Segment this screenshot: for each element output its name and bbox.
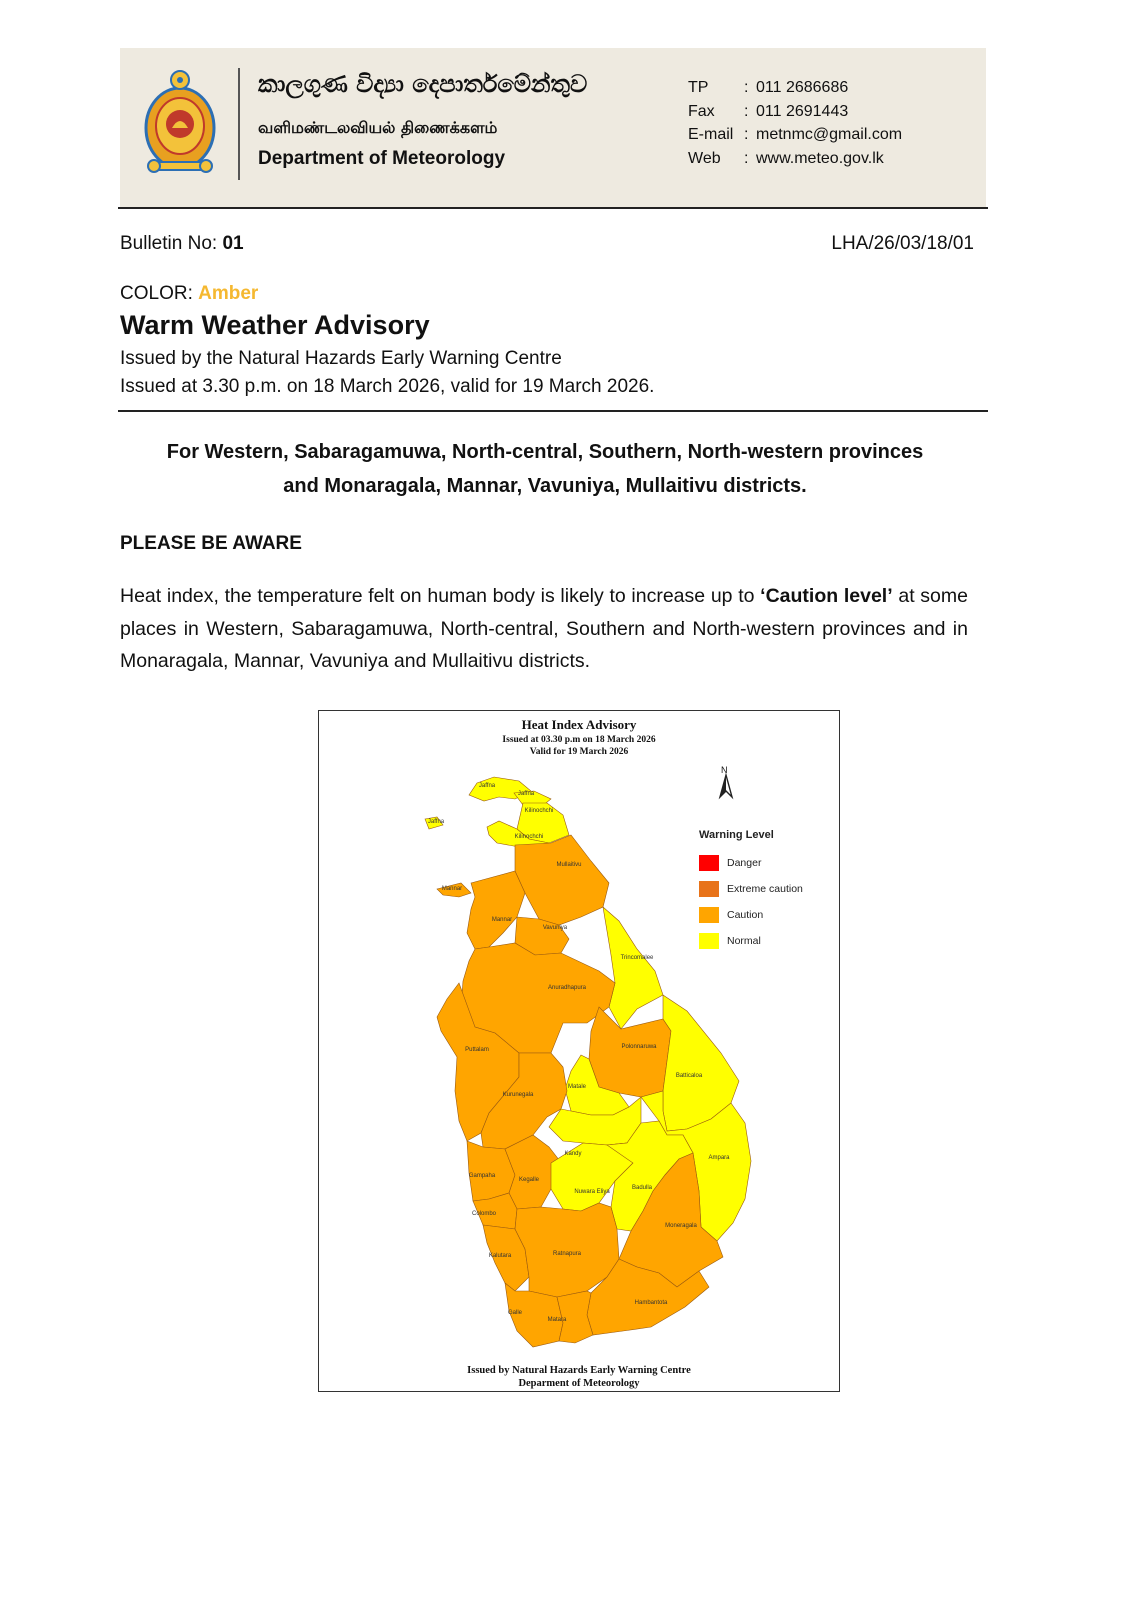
district-mullaitivu (515, 835, 609, 925)
district-label: Badulla (631, 1185, 653, 1191)
district-label: Moneragala (665, 1223, 697, 1229)
letterhead-divider (238, 68, 240, 180)
affected-areas-line: and Monaragala, Mannar, Vavuniya, Mullaitivu districts. (283, 475, 807, 497)
contact-row-tp (688, 76, 902, 100)
legend-label: Danger (727, 857, 762, 869)
reference-number: LHA/26/03/18/01 (831, 233, 974, 254)
contact-row-fax (688, 100, 902, 124)
sri-lanka-emblem-icon (142, 66, 218, 178)
org-name-sinhala: කාලගුණ විද්‍යා දෙපාර්තමේන්තුව (258, 70, 588, 98)
district-label: Kegalle (518, 1177, 540, 1183)
map-footer-department: Deparment of Meteorology (518, 1378, 640, 1389)
legend-label: Caution (727, 909, 764, 921)
district-label: Nuwara Eliya (574, 1189, 610, 1195)
header-rule (118, 207, 988, 209)
color-label: COLOR: (120, 283, 199, 304)
bulletin-number (120, 233, 244, 255)
district-label: Matara (547, 1317, 567, 1323)
district-trincomalee (603, 907, 663, 1029)
advisory-paragraph (120, 580, 968, 678)
district-label: Trincomalee (620, 955, 654, 961)
bulletin-label: Bulletin No: (120, 233, 223, 254)
contact-key: Fax (688, 102, 715, 120)
map-valid: Valid for 19 March 2026 (529, 747, 629, 757)
org-name-tamil: வளிமண்டலவியல் திணைக்களம் (258, 118, 498, 137)
legend-item-extreme-caution (699, 876, 803, 902)
district-label: Batticaloa (675, 1073, 703, 1079)
map-title: Heat Index Advisory (521, 717, 637, 732)
district-label: Vavuniya (542, 925, 568, 931)
contact-row-email (688, 123, 902, 147)
contact-separator: : (744, 79, 749, 96)
contact-block (688, 76, 902, 170)
affected-areas-line: For Western, Sabaragamuwa, North-central, Southern, North-western provinces (166, 441, 924, 463)
bulletin-number-value: 01 (222, 233, 244, 254)
north-arrow-icon (717, 765, 735, 801)
district-label: Gampaha (468, 1173, 496, 1179)
color-line (120, 283, 258, 305)
district-label: Mannar (441, 886, 463, 892)
district-label: Kandy (564, 1151, 582, 1157)
caution-level-emphasis: ‘Caution level’ (760, 585, 893, 607)
district-label: Ratnapura (552, 1251, 582, 1257)
legend-swatch-extreme-caution (699, 881, 719, 897)
district-label: Jaffna (517, 791, 535, 797)
sri-lanka-district-map (319, 711, 839, 1391)
map-footer-issuer: Issued by Natural Hazards Early Warning Centre (467, 1365, 691, 1376)
contact-separator: : (744, 102, 749, 120)
aware-heading: PLEASE BE AWARE (120, 533, 302, 554)
district-label: Kilinochchi (524, 808, 554, 814)
district-label: Ampara (708, 1155, 730, 1161)
district-label: Jaffna (478, 783, 496, 789)
legend-title: Warning Level (699, 829, 774, 841)
contact-key: TP (688, 79, 709, 96)
phone-number: 011 2686686 (756, 79, 849, 96)
district-label: Galle (507, 1310, 523, 1316)
district-label: Colombo (471, 1211, 497, 1217)
paragraph-text: at some places in Western, Sabaragamuwa, North-central, Southern and North-western provinces and in Monaragala, Mannar, Vavuniya and Mullaitivu districts. (120, 585, 968, 672)
heat-index-map (318, 710, 840, 1392)
contact-key: Web (688, 149, 721, 167)
paragraph-text: Heat index, the temperature felt on human body is likely to increase up to (120, 585, 761, 607)
legend-item-normal (699, 928, 803, 954)
district-label: Polonnaruwa (621, 1044, 657, 1050)
district-label: Jaffna (427, 819, 445, 825)
district-label: Mullaitivu (556, 862, 582, 868)
section-rule (118, 410, 988, 412)
affected-areas (120, 435, 970, 503)
advisory-title: Warm Weather Advisory (120, 310, 430, 340)
color-value: Amber (198, 283, 259, 304)
district-label: Kalutara (488, 1253, 512, 1259)
issued-by: Issued by the Natural Hazards Early Warning Centre (120, 348, 562, 369)
district-label: Kilinochchi (514, 834, 544, 840)
letterhead (120, 48, 986, 208)
legend-swatch-danger (699, 855, 719, 871)
legend-item-caution (699, 902, 803, 928)
contact-separator: : (744, 149, 749, 167)
legend-label: Normal (727, 935, 761, 947)
issued-at: Issued at 3.30 p.m. on 18 March 2026, valid for 19 March 2026. (120, 376, 655, 397)
district-label: Anuradhapura (547, 985, 587, 991)
contact-key: E-mail (688, 126, 734, 143)
email-address: metnmc@gmail.com (756, 126, 903, 143)
fax-number: 011 2691443 (756, 102, 849, 120)
legend-swatch-normal (699, 933, 719, 949)
district-label: Kurunegala (502, 1092, 534, 1098)
map-legend (699, 829, 803, 954)
legend-label: Extreme caution (727, 883, 803, 895)
map-issued: Issued at 03.30 p.m on 18 March 2026 (502, 735, 656, 745)
org-name-english: Department of Meteorology (258, 148, 506, 169)
district-label: Hambantota (634, 1300, 668, 1306)
district-label: Puttalam (465, 1047, 489, 1053)
website-url: www.meteo.gov.lk (756, 149, 884, 167)
north-label: N (721, 765, 728, 775)
district-polonnaruwa (589, 1007, 671, 1097)
contact-row-web (688, 147, 902, 171)
contact-separator: : (744, 126, 749, 143)
district-label: Mannar (491, 917, 513, 923)
legend-item-danger (699, 850, 803, 876)
district-label: Matale (567, 1084, 587, 1090)
legend-swatch-caution (699, 907, 719, 923)
